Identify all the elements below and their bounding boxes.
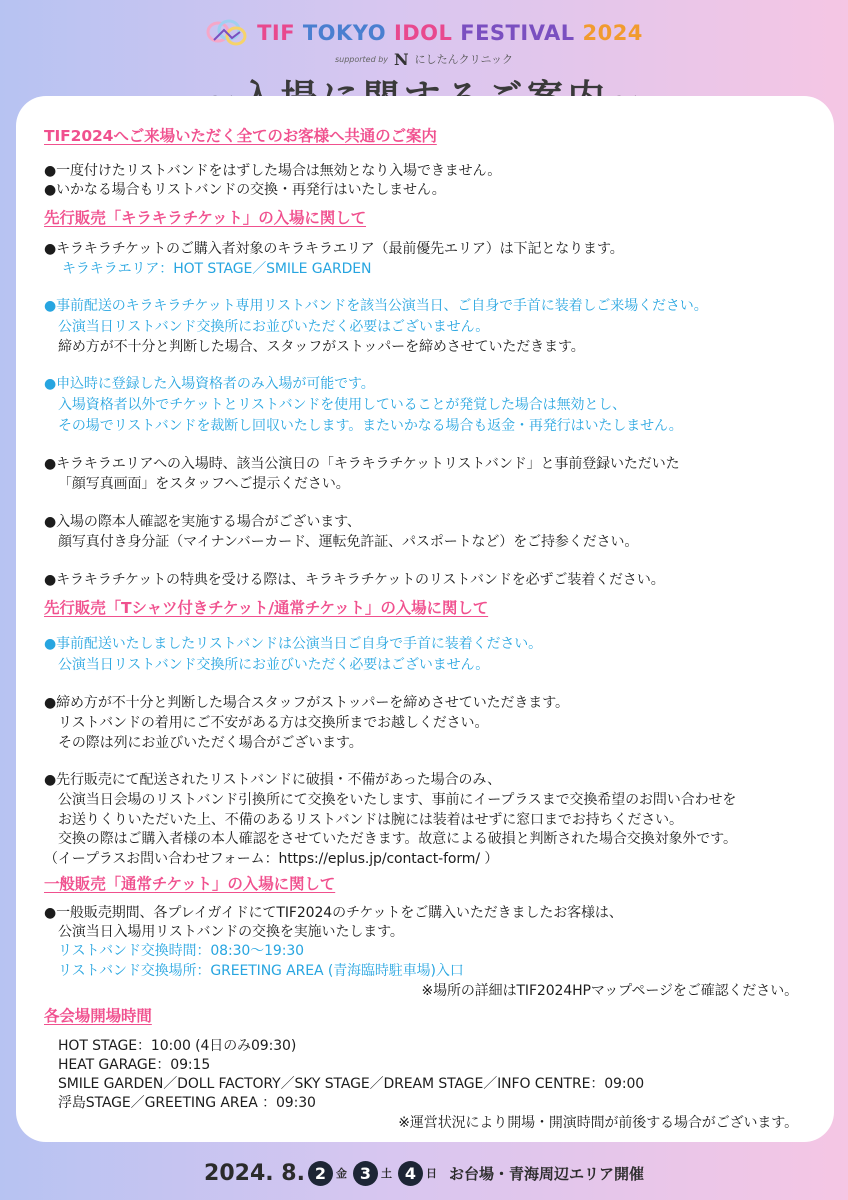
eplus-contact-link[interactable]: （イープラスお問い合わせフォーム：https://eplus.jp/contact-form/ ） bbox=[44, 851, 499, 867]
map-note: ※場所の詳細はTIF2024HPマップページをご確認ください。 bbox=[421, 983, 798, 999]
date-day-1: 2 bbox=[308, 1161, 333, 1186]
text-line: ●先行販売にて配送されたリストバンドに破損・不備があった場合のみ、 bbox=[44, 772, 502, 788]
hours-note: ※運営状況により開場・開演時間が前後する場合がございます。 bbox=[398, 1115, 798, 1131]
text-line: リストバンド交換場所：GREETING AREA (青海臨時駐車場)入口 bbox=[58, 963, 464, 979]
event-logo bbox=[0, 16, 848, 50]
text-line: 交換の際はご購入者様の本人確認をさせていただきます。故意による破損と判断された場合交換対象外です。 bbox=[58, 831, 737, 847]
section-heading-common: TIF2024へご来場いただく全てのお客様へ共通のご案内 bbox=[44, 127, 437, 145]
text-line: キラキラエリア：HOT STAGE／SMILE GARDEN bbox=[62, 261, 372, 277]
text-line: 公演当日リストバンド交換所にお並びいただく必要はございません。 bbox=[58, 319, 490, 335]
logo-festival: FESTIVAL bbox=[460, 21, 575, 45]
text-line: 公演当日会場のリストバンド引換所にて交換をいたします、事前にイープラスまで交換希望のお問い合わせを bbox=[58, 792, 737, 808]
text-line: お送りくりいただいた上、不備のあるリストバンドは腕には装着はせずに窓口までお持ちください。 bbox=[58, 812, 683, 828]
text-line: 顔写真付き身分証（マイナンバーカード、運転免許証、パスポートなど）をご持参ください。 bbox=[58, 534, 639, 550]
section-heading-general: 一般販売「通常チケット」の入場に関して bbox=[44, 875, 336, 893]
section-heading-kirakira: 先行販売「キラキラチケット」の入場に関して bbox=[44, 209, 367, 227]
text-line: ●いかなる場合もリストバンドの交換・再発行はいたしません。 bbox=[44, 182, 446, 198]
tif-logo-icon bbox=[205, 18, 249, 48]
text-line: ●申込時に登録した入場資格者のみ入場が可能です。 bbox=[44, 376, 375, 392]
text-line: ●キラキラチケットのご購入者対象のキラキラエリア（最前優先エリア）は下記となります。 bbox=[44, 241, 624, 257]
venue-text: お台場・青海周辺エリア開催 bbox=[448, 1164, 644, 1183]
text-line: ●一度付けたリストバンドをはずした場合は無効となり入場できません。 bbox=[44, 163, 502, 179]
logo-year: 2024 bbox=[582, 21, 643, 45]
logo-tif: TIF bbox=[257, 21, 296, 45]
date-day-3: 4 bbox=[398, 1161, 423, 1186]
date-dow-2: 土 bbox=[380, 1167, 392, 1180]
text-line: 入場資格者以外でチケットとリストバンドを使用していることが発覚した場合は無効とし、 bbox=[58, 397, 627, 413]
section-heading-tshirt: 先行販売「Tシャツ付きチケット/通常チケット」の入場に関して bbox=[44, 599, 489, 617]
date-year-month: 2024. 8. bbox=[204, 1160, 305, 1186]
logo-idol: IDOL bbox=[393, 21, 453, 45]
sponsor-name: にしたんクリニック bbox=[414, 53, 514, 66]
text-line: 公演当日入場用リストバンドの交換を実施いたします。 bbox=[58, 924, 404, 940]
hours-line: SMILE GARDEN／DOLL FACTORY／SKY STAGE／DREAM STAGE／INFO CENTRE：09:00 bbox=[58, 1076, 645, 1092]
logo-title bbox=[257, 21, 643, 45]
text-line: ●一般販売期間、各プレイガイドにてTIF2024のチケットをご購入いただきましたお客様は、 bbox=[44, 905, 623, 921]
text-line: その際は列にお並びいただく場合がございます。 bbox=[58, 735, 363, 751]
text-line: ●キラキラエリアへの入場時、該当公演日の「キラキラチケットリストバンド」と事前登録いただいた bbox=[44, 456, 680, 472]
hours-line: HEAT GARAGE：09:15 bbox=[58, 1057, 211, 1073]
hours-line: HOT STAGE：10:00 (4日のみ09:30) bbox=[58, 1038, 297, 1054]
text-line: 締め方が不十分と判断した場合、スタッフがストッパーを締めさせていただきます。 bbox=[58, 339, 585, 355]
text-line: 公演当日リストバンド交換所にお並びいただく必要はございません。 bbox=[58, 657, 490, 673]
text-line: 「顔写真画面」をスタッフへご提示ください。 bbox=[58, 476, 350, 492]
date-dow-3: 日 bbox=[425, 1167, 437, 1180]
event-dates bbox=[0, 1158, 848, 1188]
logo-tokyo: TOKYO bbox=[302, 21, 387, 45]
hours-line: 浮島STAGE／GREETING AREA ：09:30 bbox=[58, 1095, 316, 1111]
sponsor-line bbox=[0, 49, 848, 69]
date-day-2: 3 bbox=[353, 1161, 378, 1186]
text-line: ●締め方が不十分と判断した場合スタッフがストッパーを締めさせていただきます。 bbox=[44, 695, 569, 711]
text-line: ●事前配送いたしましたリストバンドは公演当日ご自身で手首に装着ください。 bbox=[44, 636, 543, 652]
text-line: ●入場の際本人確認を実施する場合がございます、 bbox=[44, 514, 361, 530]
text-line: リストバンド交換時間：08:30〜19:30 bbox=[58, 943, 304, 959]
text-line: その場でリストバンドを裁断し回収いたします。またいかなる場合も返金・再発行はいたしません。 bbox=[58, 418, 683, 434]
date-dow-1: 金 bbox=[335, 1167, 347, 1180]
sponsor-logo-icon: N bbox=[394, 49, 409, 69]
section-heading-hours: 各会場開場時間 bbox=[44, 1007, 152, 1025]
sponsor-prefix: supported by bbox=[334, 54, 389, 64]
text-line: リストバンドの着用にご不安がある方は交換所までお越しください。 bbox=[58, 715, 489, 731]
text-line: ●事前配送のキラキラチケット専用リストバンドを該当公演当日、ご自身で手首に装着しご来場ください。 bbox=[44, 298, 708, 314]
text-line: ●キラキラチケットの特典を受ける際は、キラキラチケットのリストバンドを必ずご装着ください。 bbox=[44, 572, 665, 588]
